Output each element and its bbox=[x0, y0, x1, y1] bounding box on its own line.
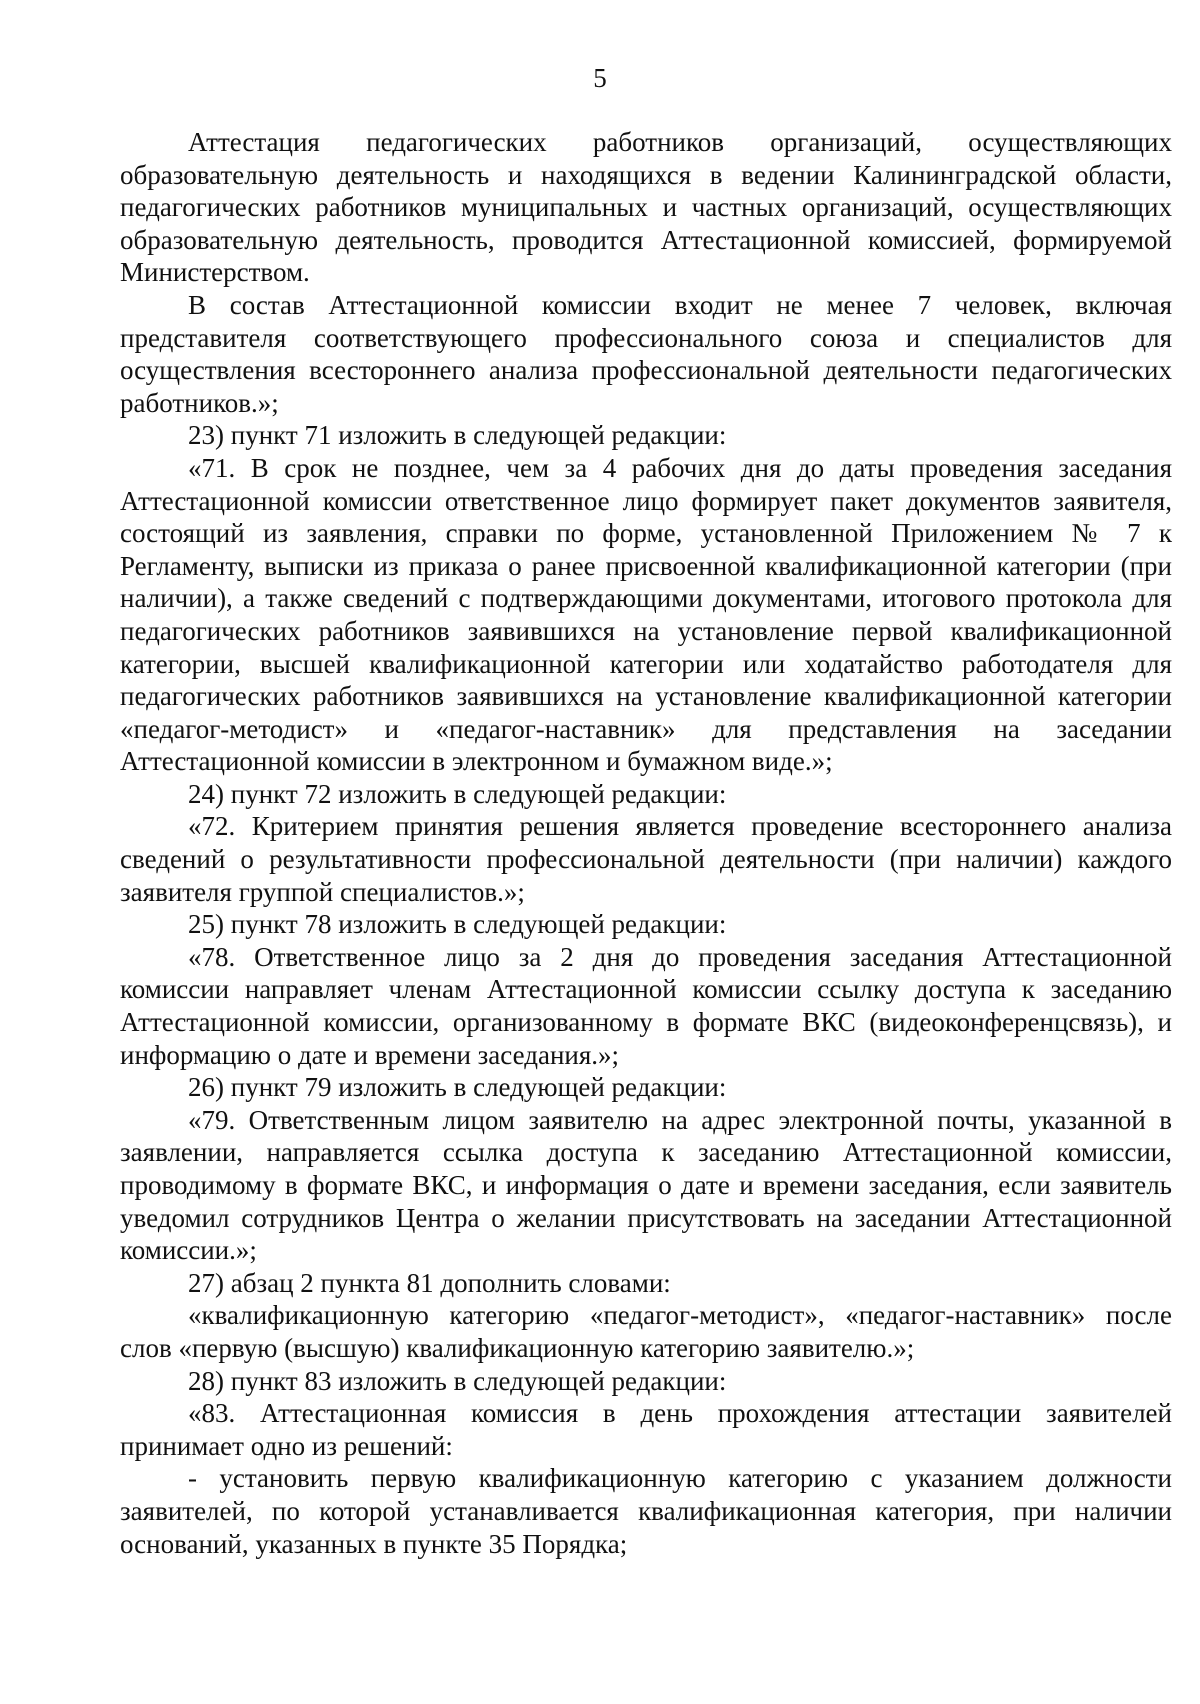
amendment-item-28: 28) пункт 83 изложить в следующей редакции: bbox=[188, 1365, 727, 1396]
amendment-item-25: 25) пункт 78 изложить в следующей редакции: bbox=[188, 909, 727, 940]
paragraph-attestation-scope: Аттестация педагогических работников организаций, осуществляющих образовательную деятельность и находящихся в ведении Калининградской области, педагогических работников муниципальных и частных организаций, осуществляющих образовательную деятельность, проводится Аттестационной комиссией, формируемой Министерством. bbox=[120, 127, 1172, 288]
clause-83-text: «83. Аттестационная комиссия в день прохождения аттестации заявителей принимает одно из решений: bbox=[120, 1398, 1172, 1461]
paragraph-commission-composition: В состав Аттестационной комиссии входит не менее 7 человек, включая представителя соответствующего профессионального союза и специалистов для осуществления всестороннего анализа профессиональной деятельности педагогических работников.»; bbox=[120, 289, 1172, 418]
amendment-item-23: 23) пункт 71 изложить в следующей редакции: bbox=[188, 420, 727, 451]
clause-72-text: «72. Критерием принятия решения является проведение всестороннего анализа сведений о результативности профессиональной деятельности (при наличии) каждого заявителя группой специалистов.»; bbox=[120, 811, 1172, 907]
clause-83-decision-item: - установить первую квалификационную категорию с указанием должности заявителей, по которой устанавливается квалификационная категория, при наличии оснований, указанных в пункте 35 Порядка; bbox=[120, 1463, 1172, 1559]
amendment-item-27: 27) абзац 2 пункта 81 дополнить словами: bbox=[188, 1267, 671, 1298]
amendment-item-24: 24) пункт 72 изложить в следующей редакции: bbox=[188, 778, 727, 809]
clause-71-text: «71. В срок не позднее, чем за 4 рабочих дня до даты проведения заседания Аттестационной комиссии ответственное лицо формирует пакет документов заявителя, состоящий из заявления, справки по форме, установленной Приложением № 7 к Регламенту, выписки из приказа о ранее присвоенной квалификационной категории (при наличии), а также сведений с подтверждающими документами, итогового протокола для педагогических работников заявившихся на установление первой квалификационной категории, высшей квалификационной категории или ходатайство работодателя для педагогических работников заявившихся на установление квалификационной категории «педагог-методист» и «педагог-наставник» для представления на заседании Аттестационной комиссии в электронном и бумажном виде.»; bbox=[120, 452, 1172, 777]
clause-81-addition-text: «квалификационную категорию «педагог-методист», «педагог-наставник» после слов «первую (высшую) квалификационную категорию заявителю.»; bbox=[120, 1300, 1172, 1363]
amendment-item-26: 26) пункт 79 изложить в следующей редакции: bbox=[188, 1072, 727, 1103]
page-number: 5 bbox=[593, 63, 607, 93]
clause-79-text: «79. Ответственным лицом заявителю на адрес электронной почты, указанной в заявлении, направляется ссылка доступа к заседанию Аттестационной комиссии, проводимому в формате ВКС, и информация о дате и времени заседания, если заявитель уведомил сотрудников Центра о желании присутствовать на заседании Аттестационной комиссии.»; bbox=[120, 1104, 1172, 1266]
document-body bbox=[120, 126, 1172, 1560]
clause-78-text: «78. Ответственное лицо за 2 дня до проведения заседания Аттестационной комиссии направляет членам Аттестационной комиссии ссылку доступа к заседанию Аттестационной комиссии, организованному в формате ВКС (видеоконференцсвязь), и информацию о дате и времени заседания.»; bbox=[120, 941, 1172, 1070]
